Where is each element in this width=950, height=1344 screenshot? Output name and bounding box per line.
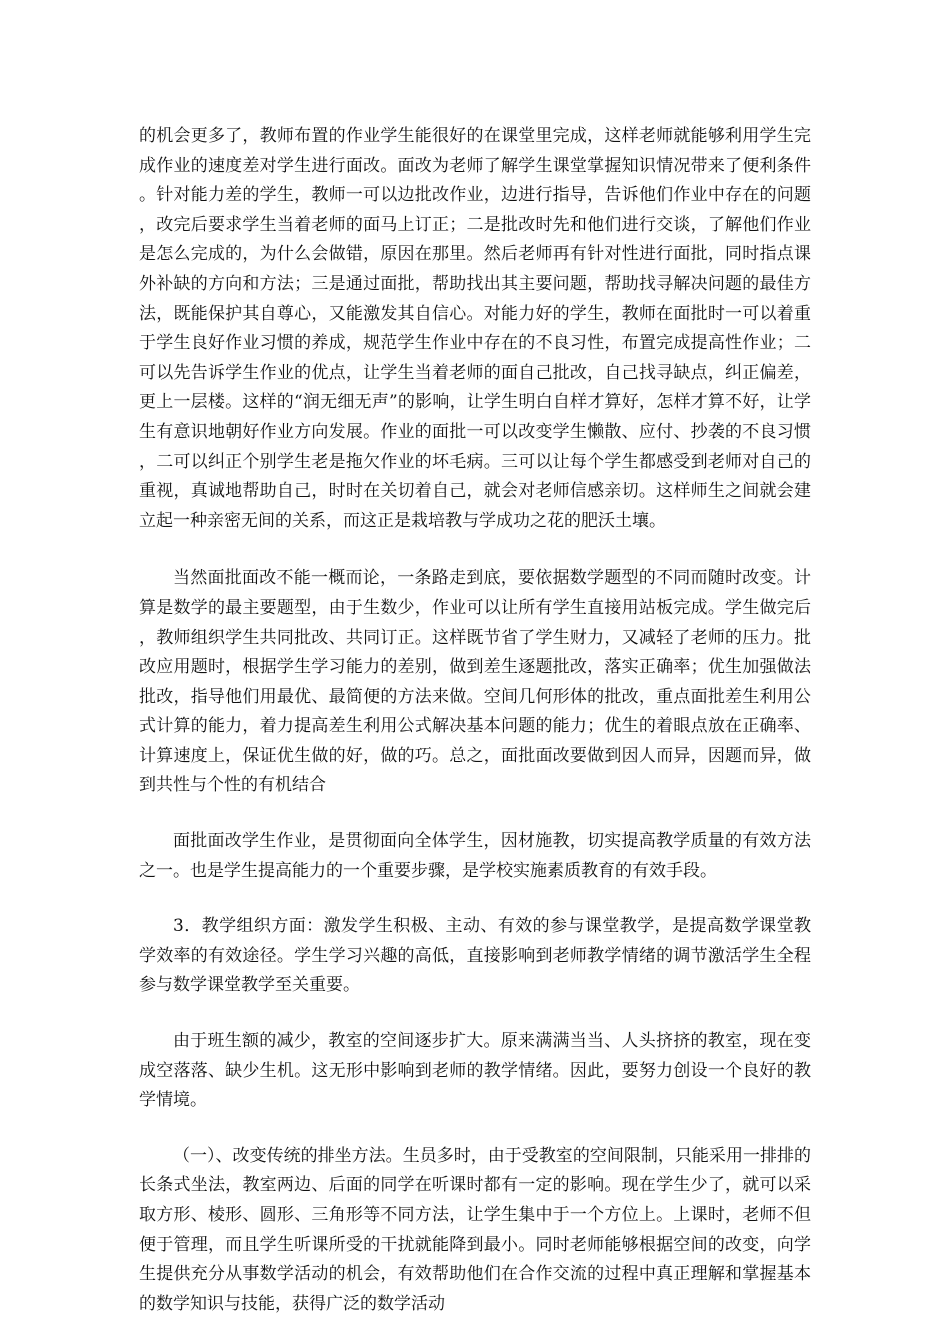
paragraph-6: （一）、改变传统的排坐方法。生员多时，由于受教室的空间限制，只能采用一排排的长条式坐法，教室两边、后面的同学在听课时都有一定的影响。现在学生少了，就可以采取方形、棱形、圆形、三角形等不同方法，让学生集中于一个方位上。上课时，老师不但便于管理，而且学生听课所受的干扰就能降到最小。同时老师能够根据空间的改变，向学生提供充分从事数学活动的机会，有效帮助他们在合作交流的过程中真正理解和掌握基本的数学知识与技能，获得广泛的数学活动: [139, 1145, 811, 1314]
paragraph-4: 3．教学组织方面：激发学生积极、主动、有效的参与课堂教学，是提高数学课堂教学效率的有效途径。学生学习兴趣的高低，直接影响到老师教学情绪的调节激活学生全程参与数学课堂教学至关重要。: [139, 916, 811, 996]
paragraph-1: 的机会更多了，教师布置的作业学生能很好的在课堂里完成，这样老师就能够利用学生完成作业的速度差对学生进行面改。面改为老师了解学生课堂掌握知识情况带来了便利条件。针对能力差的学生，教师一可以边批改作业，边进行指导，告诉他们作业中存在的问题，改完后要求学生当着老师的面马上订正；二是批改时先和他们进行交谈，了解他们作业是怎么完成的，为什么会做错，原因在那里。然后老师再有针对性进行面批，同时指点课外补缺的方向和方法；三是通过面批，帮助找出其主要问题，帮助找寻解决问题的最佳方法，既能保护其自尊心，又能激发其自信心。对能力好的学生，教师在面批时一可以着重于学生良好作业习惯的养成，规范学生作业中存在的不良习性，布置完成提高性作业；二可以先告诉学生作业的优点，让学生当着老师的面自己批改，自己找寻缺点，纠正偏差，更上一层楼。这样的“润无细无声”的影响，让学生明白自样才算好，怎样才算不好，让学生有意识地朝好作业方向发展。作业的面批一可以改变学生懒散、应付、抄袭的不良习惯，二可以纠正个别学生老是拖欠作业的坏毛病。三可以让每个学生都感受到老师对自己的重视，真诚地帮助自己，时时在关切着自己，就会对老师信感亲切。这样师生之间就会建立起一种亲密无间的关系，而这正是栽培教与学成功之花的肥沃土壤。: [139, 126, 811, 531]
paragraph-2: 当然面批面改不能一概而论，一条路走到底，要依据数学题型的不同而随时改变。计算是数学的最主要题型，由于生数少，作业可以让所有学生直接用站板完成。学生做完后，教师组织学生共同批改、共同订正。这样既节省了学生财力，又减轻了老师的压力。批改应用题时，根据学生学习能力的差别，做到差生逐题批改，落实正确率；优生加强做法批改，指导他们用最优、最简便的方法来做。空间几何形体的批改，重点面批差生利用公式计算的能力，着力提高差生利用公式解决基本问题的能力；优生的着眼点放在正确率、计算速度上，保证优生做的好，做的巧。总之，面批面改要做到因人而异，因题而异，做到共性与个性的有机结合: [139, 568, 811, 796]
document-body: [139, 122, 811, 1319]
paragraph-3: 面批面改学生作业，是贯彻面向全体学生，因材施教，切实提高教学质量的有效方法之一。也是学生提高能力的一个重要步骤，是学校实施素质教育的有效手段。: [139, 831, 811, 881]
paragraph-5: 由于班生额的减少，教室的空间逐步扩大。原来满满当当、人头挤挤的教室，现在变成空落落、缺少生机。这无形中影响到老师的教学情绪。因此，要努力创设一个良好的教学情境。: [139, 1031, 811, 1111]
